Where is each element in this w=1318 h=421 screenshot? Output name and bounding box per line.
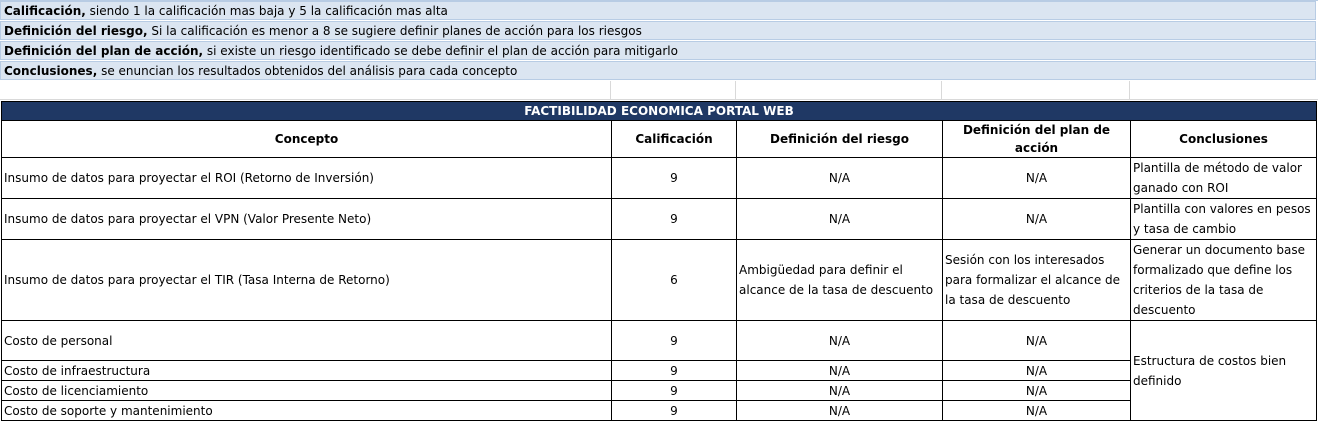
cell-concepto: Costo de infraestructura — [2, 361, 612, 381]
cell-concepto: Costo de personal — [2, 321, 612, 361]
cell-calificacion: 9 — [612, 158, 737, 199]
cell-riesgo: N/A — [737, 401, 943, 421]
cell-riesgo: N/A — [737, 199, 943, 240]
cell-calificacion: 9 — [612, 199, 737, 240]
legend-term: Conclusiones, — [4, 64, 98, 78]
cell-calificacion: 9 — [612, 361, 737, 381]
table-row — [2, 240, 1317, 321]
cell-calificacion: 9 — [612, 381, 737, 401]
cell-concepto: Costo de soporte y mantenimiento — [2, 401, 612, 421]
cell-calificacion: 6 — [612, 240, 737, 321]
table-row — [2, 158, 1317, 199]
legend-calificacion — [0, 1, 1316, 20]
empty-row-cell-divider — [941, 81, 942, 100]
cell-plan: N/A — [943, 321, 1131, 361]
feasibility-table — [1, 101, 1317, 421]
cell-plan: N/A — [943, 361, 1131, 381]
legend-term: Definición del riesgo, — [4, 24, 148, 38]
cell-riesgo: Ambigüedad para definir el alcance de la tasa de descuento — [737, 240, 943, 321]
legend-text: Si la calificación es menor a 8 se sugiere definir planes de acción para los riesgos — [147, 24, 642, 38]
legend-term: Calificación, — [4, 4, 86, 18]
header-riesgo: Definición del riesgo — [737, 121, 943, 158]
cell-calificacion: 9 — [612, 401, 737, 421]
header-plan: Definición del plan de acción — [943, 121, 1131, 158]
legend-conclusiones — [0, 61, 1316, 80]
cell-plan: N/A — [943, 381, 1131, 401]
legend-text: se enuncian los resultados obtenidos del análisis para cada concepto — [97, 64, 518, 78]
table-row — [2, 361, 1317, 381]
table-row — [2, 401, 1317, 421]
cell-riesgo: N/A — [737, 381, 943, 401]
empty-row-cell-divider — [1129, 81, 1130, 100]
cell-plan: Sesión con los interesados para formalizar el alcance de la tasa de descuento — [943, 240, 1131, 321]
cell-calificacion: 9 — [612, 321, 737, 361]
table-row — [2, 381, 1317, 401]
cell-concepto: Insumo de datos para proyectar el VPN (Valor Presente Neto) — [2, 199, 612, 240]
cell-concepto: Insumo de datos para proyectar el ROI (Retorno de Inversión) — [2, 158, 612, 199]
empty-row-cell-divider — [735, 81, 736, 100]
header-concepto: Concepto — [2, 121, 612, 158]
cell-conclusion: Generar un documento base formalizado que define los criterios de la tasa de descuento — [1131, 240, 1317, 321]
cell-plan: N/A — [943, 401, 1131, 421]
cell-conclusion-merged: Estructura de costos bien definido — [1131, 321, 1317, 421]
cell-riesgo: N/A — [737, 321, 943, 361]
empty-row-gridline — [0, 99, 1318, 100]
cell-conclusion: Plantilla con valores en pesos y tasa de cambio — [1131, 199, 1317, 240]
empty-row-cell-divider — [610, 81, 611, 100]
cell-concepto: Costo de licenciamiento — [2, 381, 612, 401]
legend-term: Definición del plan de acción, — [4, 44, 204, 58]
cell-riesgo: N/A — [737, 158, 943, 199]
header-conclusiones: Conclusiones — [1131, 121, 1317, 158]
cell-conclusion: Plantilla de método de valor ganado con ROI — [1131, 158, 1317, 199]
cell-riesgo: N/A — [737, 361, 943, 381]
table-title: FACTIBILIDAD ECONOMICA PORTAL WEB — [2, 102, 1317, 121]
legend-plan-accion — [0, 41, 1316, 60]
legend-definicion-riesgo — [0, 21, 1316, 40]
table-row — [2, 321, 1317, 361]
header-calificacion: Calificación — [612, 121, 737, 158]
legend-text: siendo 1 la calificación mas baja y 5 la calificación mas alta — [85, 4, 448, 18]
table-row — [2, 199, 1317, 240]
cell-plan: N/A — [943, 199, 1131, 240]
cell-plan: N/A — [943, 158, 1131, 199]
legend-text: si existe un riesgo identificado se debe definir el plan de acción para mitigarlo — [203, 44, 678, 58]
cell-concepto: Insumo de datos para proyectar el TIR (Tasa Interna de Retorno) — [2, 240, 612, 321]
